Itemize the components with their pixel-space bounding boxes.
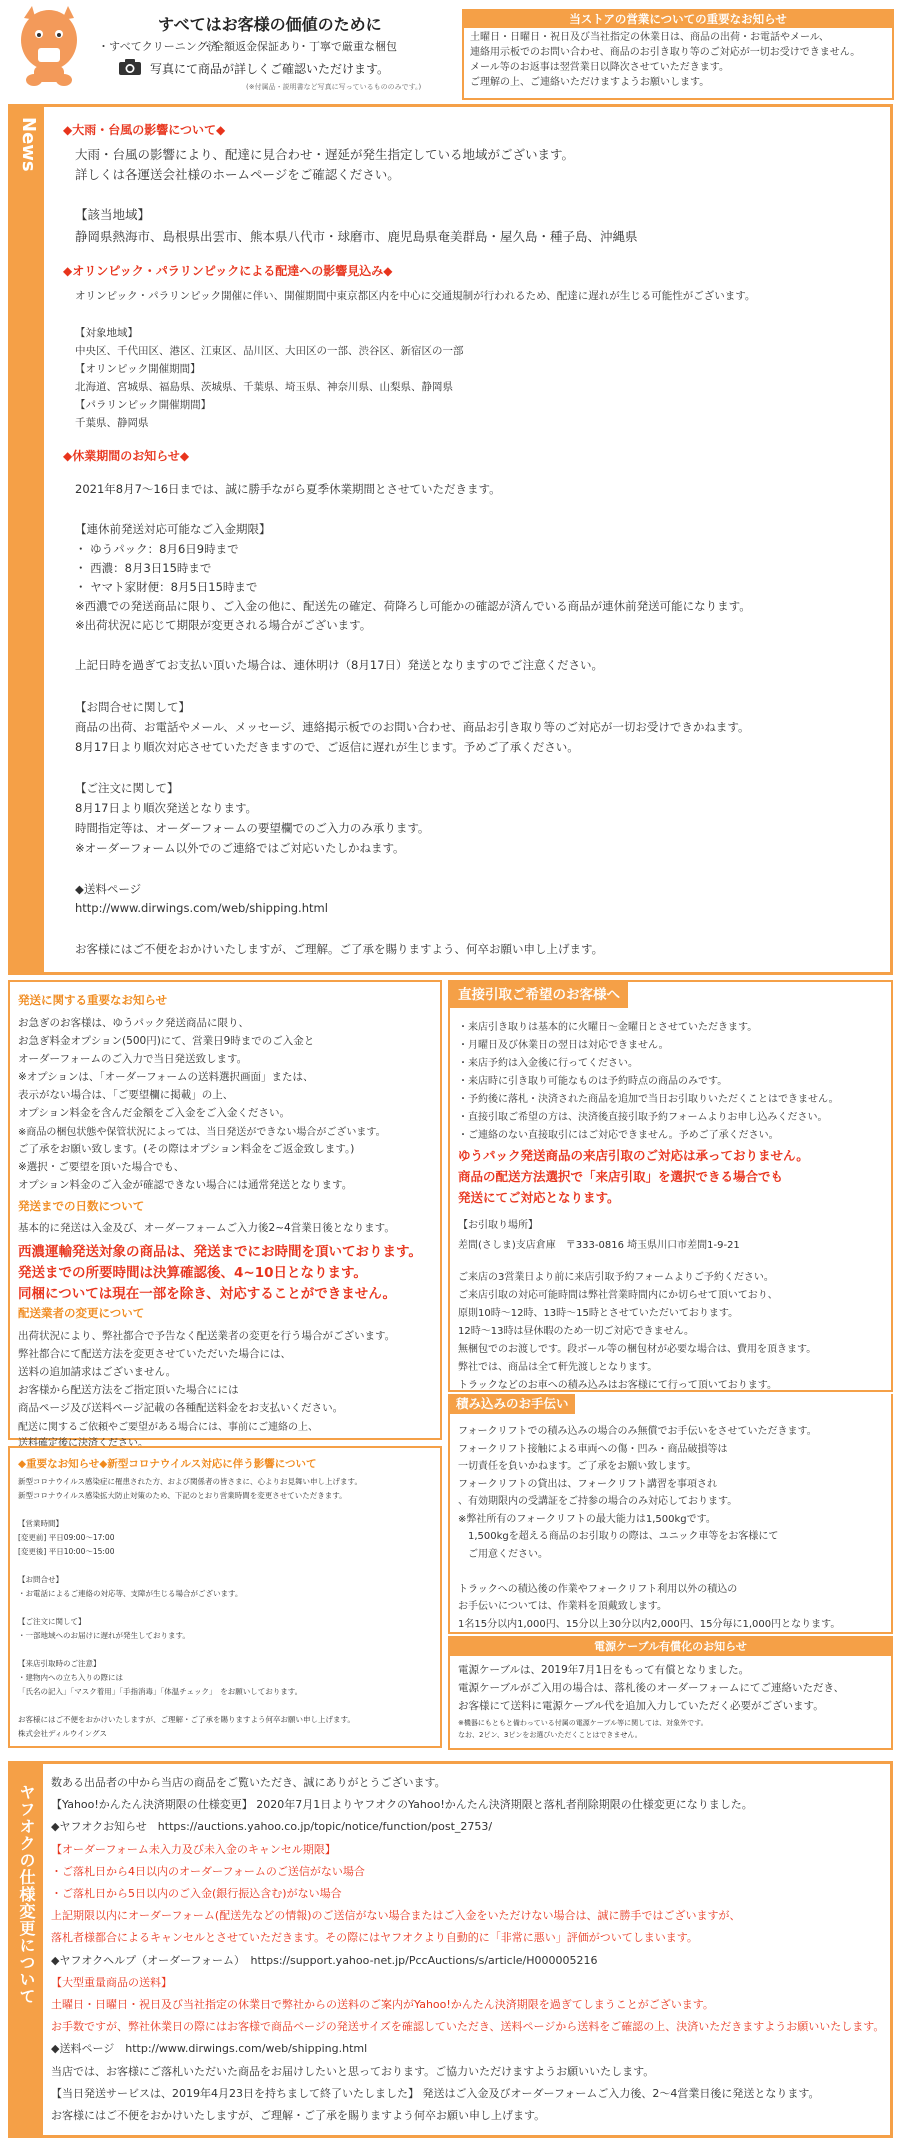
yahoo-text: お客様にはご不便をおかけいたしますが、ご理解・ご了承を賜りますよう何卒お願い申し上げます。 [51,2109,546,2122]
cable-small-text: なお、2ピン、3ピンをお選びいただくことはできません。 [458,1731,642,1739]
yahoo-text: お手数ですが、弊社休業日の際にはお客様で商品ページの発送サイズを確認していただき、送料ページから送料をご確認の上、決済いただきますようお願いいたします。 [51,2020,885,2034]
loading-text: ご用意ください。 [458,1548,548,1560]
news-tab-label: News [18,117,39,172]
news-label: 【該当地域】 [75,207,151,222]
store-notice-line: メール等のお返事は翌営業日以降次させていただきます。 [470,62,729,73]
shipping-text: ※商品の梱包状態や保管状況によっては、当日発送ができない場合がございます。 [18,1127,386,1138]
photo-note: (※付属品・説明書など写真に写っているもののみです。) [246,83,422,91]
pickup-text: ・来店予約は入金後に行ってください。 [458,1058,638,1069]
loading-text: フォークリフトでの積み込みの場合のみ無償でお手伝いをさせていただきます。 [458,1426,817,1437]
news-text: ・ ゆうパック：8月6日9時まで [75,542,239,556]
news-tab [11,107,44,972]
covid-text: ・建物内への立ち入りの際には [18,1673,123,1682]
store-notice-line: 連絡用示板でのお問い合わせ、商品のお引き取り等のご対応が一切お受けできません。 [470,47,861,58]
pickup-box [448,980,893,1392]
yahoo-text: 落札者様都合によるキャンセルとさせていただきます。その際にはヤフオクより自動的に「非常に悪い」評価がついてしまいます。 [51,1931,698,1945]
covid-text: お客様にはご不便をおかけいたしますが、ご理解・ご了承を賜りますよう何卒お願い申し上げます。 [18,1715,355,1724]
holiday-heading: ◆休業期間のお知らせ◆ [63,449,190,463]
pickup-heading: 直接引取ご希望のお客様へ [450,982,628,1008]
news-text: 商品の出荷、お電話やメール、メッセージ、連絡掲示板でのお問い合わせ、商品お引き取り等のご対応が一切お受けできかねます。 [75,720,750,734]
shipping-page-link[interactable]: http://www.dirwings.com/web/shipping.html [75,901,328,915]
news-text: 大雨・台風の影響により、配達に見合わせ・遅延が発生指定している地域がございます。 [75,147,575,162]
news-text: 8月17日より順次発送となります。 [75,801,258,815]
news-text: ※出荷状況に応じて期限が変更される場合がございます。 [75,618,372,632]
news-text: ・ ヤマト家財便：8月5日15時まで [75,580,258,594]
pickup-text: 弊社では、商品は全て軒先渡しとなります。 [458,1362,658,1373]
photo-text: 写真にて商品が詳しくご確認いただけます。 [150,62,390,76]
covid-text: 【お問合せ】 [18,1575,63,1584]
pickup-text: ・予約後に落札・決済された商品を追加で当日お引取りいただくことはできません。 [458,1094,839,1105]
covid-text: [変更後] 平日10:00〜15:00 [18,1547,115,1556]
shipping-text: 表示がない場合は、「ご要望欄に掲載」の上、 [18,1089,234,1101]
loading-box [448,1394,893,1634]
yahoo-text: ・ご落札日から5日以内のご入金(銀行振込含む)がない場合 [51,1887,342,1900]
covid-text: [変更前] 平日09:00〜17:00 [18,1533,115,1542]
news-text: 2021年8月7〜16日までは、誠に勝手ながら夏季休業期間とさせていただきます。 [75,482,501,496]
yahoo-text: 数ある出品者の中から当店の商品をご覧いただき、誠にありがとうございます。 [51,1776,446,1789]
news-text: 中央区、千代田区、港区、江東区、品川区、大田区の一部、渋谷区、新宿区の一部 [75,345,464,357]
yahoo-text[interactable]: ◆送料ページ http://www.dirwings.com/web/shipping.html [51,2042,368,2056]
feature-packing: ・丁寧で厳重な梱包 [298,40,397,53]
pickup-text: ・月曜日及び休業日の翌日は対応できません。 [458,1040,669,1051]
pickup-text: ・来店時に引き取り可能なものは予約時点の商品のみです。 [458,1076,728,1087]
pickup-red-line: 商品の配送方法選択で「来店引取」を選択できる場合でも [458,1169,784,1184]
cable-box [448,1636,893,1750]
news-text: 時間指定等は、オーダーフォームの要望欄でのご入力のみ承ります。 [75,821,430,835]
covid-text: 新型コロナウイルス感染拡大防止対策のため、下記のとおり営業時間を変更させていただきます。 [18,1491,347,1500]
header-title: すべてはお客様の価値のために [158,15,382,34]
days-heading: 発送までの日数について [18,1199,145,1213]
yahoo-text: 上記期限以内にオーダーフォーム(配送先などの情報)のご送信がない場合またはご入金をいただけない場合は、誠に勝手ではございますが、 [51,1909,741,1923]
yahoo-text: ・ご落札日から4日以内のオーダーフォームのご送信がない場合 [51,1864,365,1878]
news-text: 北海道、宮城県、福島県、茨城県、千葉県、埼玉県、神奈川県、山梨県、静岡県 [75,381,453,393]
shipping-text: 出荷状況により、弊社都合で予告なく配送業者の変更を行う場合がございます。 [18,1330,396,1342]
yahoo-tab [11,1764,43,2135]
news-label: 【お問合せに関して】 [75,700,190,714]
news-label: 【対象地域】 [75,327,138,339]
pickup-text: ・ご連絡のない直接取引にはご対応できません。予めご了承ください。 [458,1130,779,1141]
shipping-text: ※選択・ご要望を頂いた場合でも、 [18,1161,185,1173]
store-notice-line: 土曜日・日曜日・祝日及び当社指定の休業日は、商品の出荷・お電話やメール、 [470,32,829,43]
cable-text: お客様にて送料に電源ケーブル代を追加入力していただく必要がございます。 [458,1700,824,1712]
shipping-text: ※オプションは、「オーダーフォームの送料選択画面」または、 [18,1071,314,1083]
news-text: オリンピック・パラリンピック開催に伴い、開催期間中東京都区内を中心に交通規制が行われるため、配達に遅れが生じる可能性がございます。 [75,290,756,302]
shipping-box [8,980,442,1449]
shipping-text: オプション料金のご入金が確認できない場合には通常発送となります。 [18,1179,353,1191]
covid-text: 新型コロナウイルス感染症に罹患された方、および関係者の皆さまに、心よりお見舞い申し上げます。 [18,1477,362,1486]
news-text: お客様にはご不便をおかけいたしますが、ご理解。ご了承を賜りますよう、何卒お願い申し上げます。 [75,942,604,956]
loading-heading: 積み込みのお手伝い [450,1394,575,1414]
pickup-text: ご来店の3営業日より前に来店引取予約フォームよりご予約ください。 [458,1272,774,1283]
cable-small-text: ※機器にもともと備わっている付属の電源ケーブル等に関しては、対象外です。 [458,1719,708,1727]
yahoo-text: 【Yahoo!かんたん決済期限の仕様変更】 2020年7月1日よりヤフオクのYahoo!かんたん決済期限と落札者削除期限の仕様変更になりました。 [51,1798,753,1812]
pickup-text: 原則10時〜12時、13時〜15時とさせていただいております。 [458,1308,739,1319]
pickup-text: トラックなどのお車への積み込みはお客様にて行って頂いております。 [458,1380,777,1391]
feature-cleaning: ・すべてクリーニング済 [98,40,219,53]
camera-icon [118,58,142,76]
cable-text: 電源ケーブルがご入用の場合は、落札後のオーダーフォームにてご連絡いただき、 [458,1682,845,1694]
cable-text: 電源ケーブルは、2019年7月1日をもって有償となりました。 [458,1664,750,1676]
yahoo-text: 【オーダーフォーム未入力及び未入金のキャンセル期限】 [51,1842,336,1856]
shipping-text: 弊社都合にて配送方法を変更させていただいた場合には、 [18,1348,291,1360]
shipping-text: 基本的に発送は入金及び、オーダーフォームご入力後2~4営業日後となります。 [18,1222,395,1234]
mascot-icon [14,4,84,92]
yahoo-text: 土曜日・日曜日・祝日及び当社指定の休業日で弊社からの送料のご案内がYahoo!かんたん決済期限を過ぎてしまうことがございます。 [51,1998,714,2011]
store-notice-title: 当ストアの営業についての重要なお知らせ [464,11,892,28]
covid-text: 【営業時間】 [18,1519,63,1528]
news-text: 詳しくは各運送会社様のホームページをご確認ください。 [75,167,400,182]
pickup-label: 【お引取り場所】 [458,1220,538,1231]
news-label: 【ご注文に関して】 [75,781,179,795]
yahoo-tab-label: ヤフオクの仕様変更について [17,1784,36,2005]
shipping-text: お客様から配送方法をご指定頂いた場合にには [18,1384,239,1396]
pickup-red-line: 発送にてご対応となります。 [458,1190,620,1205]
shipping-text: ご了承をお願い致します。(その際はオプション料金をご返金致します。) [18,1143,355,1155]
shipping-red-line: 西濃運輸発送対象の商品は、発送までにお時間を頂いております。 [18,1244,422,1260]
pickup-text: ・来店引き取りは基本的に火曜日〜金曜日とさせていただきます。 [458,1022,758,1033]
covid-text: ・一部地域へのお届けに遅れが発生しております。 [18,1631,190,1640]
olympics-heading: ◆オリンピック・パラリンピックによる配達への影響見込み◆ [63,264,393,278]
shipping-text: 配送に関するご依頼やご要望がある場合には、事前にご連絡の上、 [18,1422,318,1433]
shipping-red-line: 同梱については現在一部を除き、対応することができません。 [18,1286,396,1302]
covid-text: 「氏名の記入」「マスク着用」「手指消毒」「体温チェック」 をお願いしております。 [18,1687,303,1696]
covid-text: ・お電話によるご連絡の対応等、支障が生じる場合がございます。 [18,1589,243,1598]
yahoo-text: 【大型重量商品の送料】 [51,1975,172,1989]
cable-heading: 電源ケーブル有償化のお知らせ [450,1638,891,1656]
pickup-text: ご来店引取の対応可能時間は弊社営業時間内にか切らせて頂いており、 [458,1290,778,1301]
header [0,0,900,103]
carrier-heading: 配送業者の変更について [18,1306,145,1320]
loading-text: トラックへの積込後の作業やフォークリフト利用以外の積込の [458,1583,738,1595]
covid-heading: ◆重要なお知らせ◆新型コロナウイルス対応に伴う影響について [18,1458,317,1470]
news-section [8,104,893,975]
shipping-red-line: 発送までの所要時間は決算確認後、4~10日となります。 [18,1265,367,1281]
pickup-text: 12時〜13時は昼休暇のため一切ご対応できません。 [458,1326,695,1337]
news-label: 【連休前発送対応可能なご入金期限】 [75,522,271,536]
yahoo-text: 【当日発送サービスは、2019年4月23日を持ちまして終了いたしました】 発送はご入金及びオーダーフォームご入力後、2〜4営業日後に発送となります。 [51,2086,820,2100]
news-label: ◆送料ページ [75,882,142,896]
covid-box [8,1446,442,1748]
yahoo-text[interactable]: ◆ヤフオクヘルプ（オーダーフォーム） https://support.yahoo-net.jp/PccAuctions/s/article/H000005216 [51,1953,598,1967]
pickup-text: 無梱包でのお渡しです。段ボール等の梱包材が必要な場合は、費用を頂きます。 [458,1344,817,1355]
news-text: ・ 西濃：8月3日15時まで [75,561,212,575]
news-text: ※西濃での発送商品に限り、ご入金の他に、配送先の確定、荷降ろし可能かの確認が済んでいる商品が連休前発送可能になります。 [75,599,751,613]
news-text: 上記日時を過ぎてお支払い頂いた場合は、連休明け（8月17日）発送となりますのでご注意ください。 [75,658,603,672]
store-notice [462,9,894,100]
news-text: 千葉県、静岡県 [75,417,149,429]
loading-text: お手伝いについては、作業料を頂戴致します。 [458,1601,667,1612]
shipping-heading: 発送に関する重要なお知らせ [18,993,168,1007]
news-label: 【オリンピック開催期間】 [75,363,201,375]
loading-text: 1,500kgを超える商品のお引取りの際は、ユニック車等をお客様にて [458,1531,779,1542]
store-notice-line: ご理解の上、ご連絡いただけますようお願いします。 [470,77,710,88]
shipping-text: 商品ページ及び送料ページ記載の各種配送料金をお支払いください。 [18,1402,344,1414]
shipping-text: 送料確定後に決済ください。 [18,1438,148,1449]
news-label: 【パラリンピック開催期間】 [75,399,212,411]
pickup-red-line: ゆうパック発送商品の来店引取のご対応は承っておりません。 [458,1148,809,1163]
shipping-text: オプション料金を含んだ金額をご入金をご入金ください。 [18,1107,291,1119]
pickup-address: 差間(さしま)支店倉庫 〒333-0816 埼玉県川口市差間1-9-21 [458,1240,740,1251]
yahoo-text: 当店では、お客様にご落札いただいた商品をお届けしたいと思っております。ご協力いただけますようお願いいたします。 [51,2064,655,2078]
news-text: 8月17日より順次対応させていただきますので、ご返信に遅れが生じます。予めご了承ください。 [75,740,579,754]
shipping-text: お急ぎ料金オプション(500円)にて、営業日9時までのご入金と [18,1035,315,1047]
loading-text: 一切責任を負いかねます。ご了承をお願い致します。 [458,1461,697,1472]
shipping-text: オーダーフォームのご入力で当日発送致します。 [18,1053,248,1065]
loading-text: ※弊社所有のフォークリフトの最大能力は1,500kgです。 [458,1513,716,1525]
loading-text: フォークリフト接触による車両への傷・凹み・商品破損等は [458,1443,728,1455]
pickup-text: ・直接引取ご希望の方は、決済後直接引取予約フォームよりお申し込みください。 [458,1112,828,1123]
news-text: ※オーダーフォーム以外でのご連絡ではご対応いたしかねます。 [75,841,405,855]
loading-text: フォークリフトの貸出は、フォークリフト講習を事項され [458,1478,717,1490]
loading-text: 、有効期限内の受講証をご持参の場合のみ対応しております。 [458,1496,738,1507]
typhoon-heading: ◆大雨・台風の影響について◆ [63,123,226,137]
loading-text: 1名15分以内1,000円、15分以上30分以内2,000円、15分毎に1,000円となります。 [458,1618,841,1630]
shipping-text: 送料の追加請求はございません。 [18,1366,177,1378]
yahoo-section [8,1761,893,2138]
covid-text: 株式会社ディルウイングス [18,1729,107,1738]
covid-text: 【来店引取時のご注意】 [18,1659,101,1668]
feature-refund: ・全額返金保証あり [202,40,301,53]
shipping-text: お急ぎのお客様は、ゆうパック発送商品に限り、 [18,1017,249,1029]
covid-text: 【ご注文に関して】 [18,1617,86,1626]
yahoo-text[interactable]: ◆ヤフオクお知らせ https://auctions.yahoo.co.jp/topic/notice/function/post_2753/ [51,1820,493,1834]
news-text: 静岡県熱海市、島根県出雲市、熊本県八代市・球磨市、鹿児島県奄美群島・屋久島・種子島、沖縄県 [75,229,638,244]
